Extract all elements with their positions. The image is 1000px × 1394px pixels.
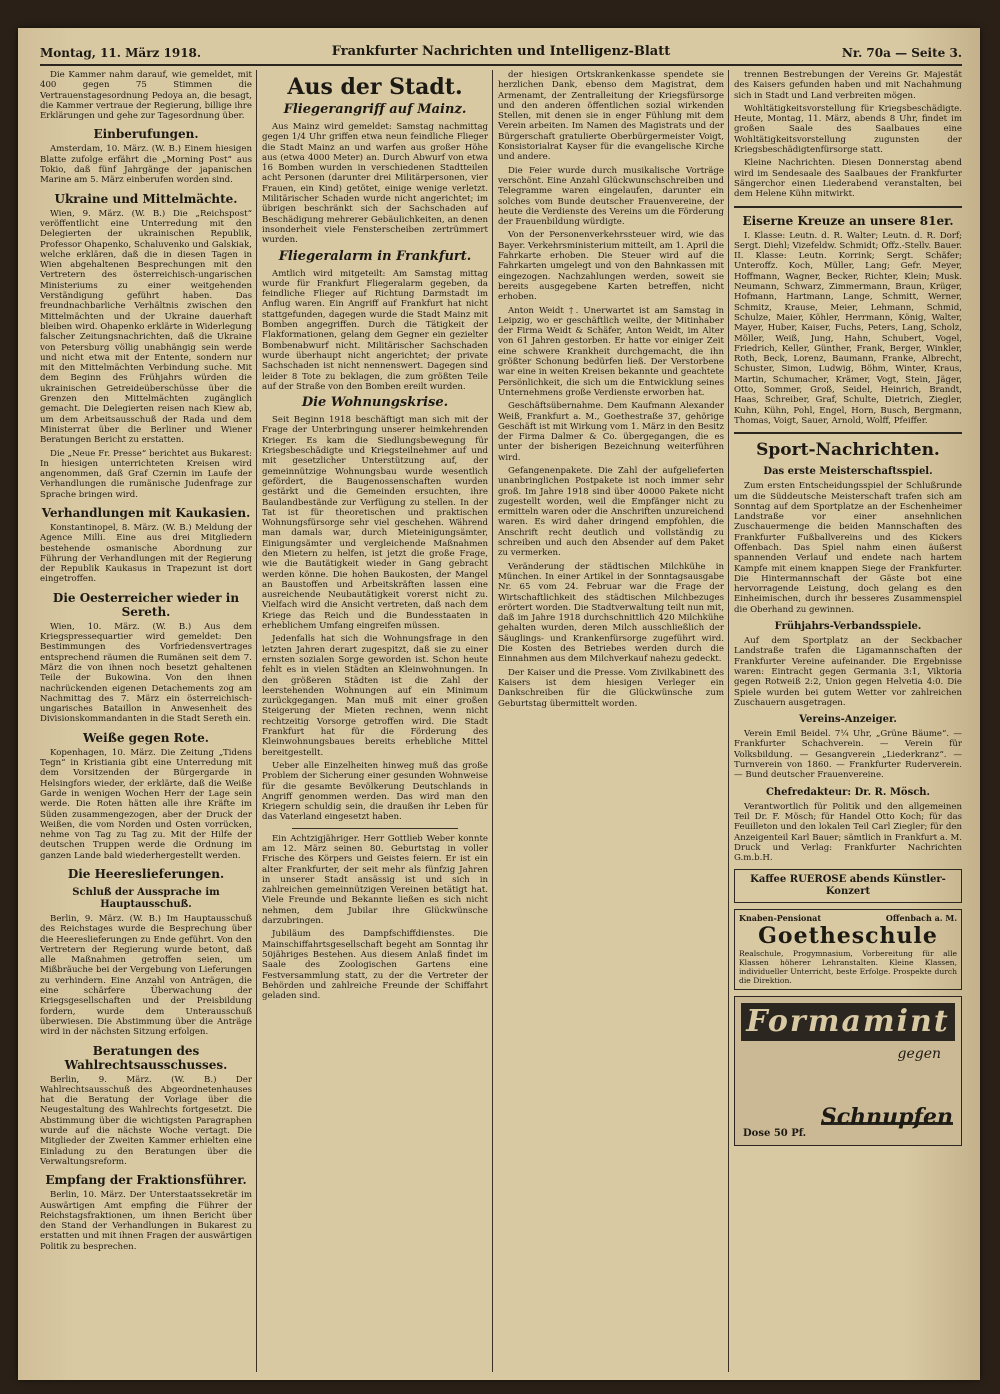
ad-gegen: gegen [897, 1046, 941, 1063]
column-rule [728, 70, 729, 1372]
article-text: Kopenhagen, 10. März. Die Zeitung „Tidens Tegn“ in Kristiania gibt eine Unterredung mit dem Vorsitzenden der Bürgergarde in Helsingfors wieder, der erklärte, daß die Weiße Garde in wenigen Wochen Herr der Lage sein werde. Die Roten hätten alle ihre Kräfte im Süden zusammengezogen, aber der Druck der Weißen, die vom Norden und Osten vorrücken, nehme von Tag zu Tag zu. Mit der Hilfe der deutschen Truppen werde die Ordnung im ganzen Lande bald wiederhergestellt werden. [40, 747, 252, 861]
article-text: Wien, 9. März. (W. B.) Die „Reichspost“ veröffentlicht eine Unterredung mit den Delegierten der ukrainischen Republik, Professor Ohapenko, Schaluvenko und Galskiak, welche erklären, daß die in diesen Tagen in Wien abgehaltenen Besprechungen mit den Vertretern des österreichisch-ungarischen Ministeriums zu einer weitgehenden Verständigung geführt haben. Das freundnachbarliche Verhältnis zwischen den Mittelmächten und der Ukraine dauerhaft bleiben wird. Ohapenko erklärte in Widerlegung falscher Zeitungsnachrichten, daß die Ukraine von Petersburg völlig unabhängig sein werde und nicht etwa mit der Entente, sondern nur mit den Mittelmächten Verbindung suche. Mit dem Beginn des Frühjahrs würden die ukrainischen Getreideüberschüsse über die Grenzen den Mittelmächten zugänglich gemacht. Die Delegierten reisen nach Kiew ab, um dem Arbeitsausschuß der Rada und dem Ministerrat über die Berliner und Wiener Beratungen Bericht zu erstatten. [40, 208, 252, 446]
ad-school-name: Goetheschule [758, 923, 938, 950]
article-text: Jubiläum des Dampfschiffdienstes. Die Mainschiffahrtsgesellschaft begeht am Sonntag ihr 50jähriges Bestehen. Aus diesem Anlaß findet im Saale des Zoologischen Gartens eine Festversammlung statt, zu der die Vertreter der Behörden und zahlreiche Freunde der Schiffahrt geladen sind. [262, 929, 488, 1002]
section-title: Aus der Stadt. [287, 74, 463, 100]
article-text: Seit Beginn 1918 beschäftigt man sich mit der Frage der Unterbringung unserer heimkehrenden Krieger. Es kam die Siedlungsbewegung für Kriegsbeschädigte und Kriegsteilnehmer auf und mit gesetzlicher Unterstützung auf, der gemeinnützige Wohnungsbau wurde wesentlich gefördert, die Baugenossenschaften wurden gestärkt und die Gemeinden ersuchten, ihre Baulandbestände zur Verfügung zu stellen. In der Tat ist für theoretischen und praktischen Wohnungsfürsorge sehr viel geschehen. Während man damals war, durch Mieteinigungsämter, Einigungsämter und vergleichende Maßnahmen den Mietern zu helfen, ist jetzt die große Frage, wie die Bautätigkeit wieder in Gang gebracht werden könne. Die hohen Baukosten, der Mangel an Baustoffen und Arbeitskräften lassen eine ausreichende Neubautätigkeit vorerst nicht zu. Vielfach wird die Ansicht vertreten, daß nach dem Kriege das Reich und die Bundesstaaten in erheblichem Umfang eingreifen müssen. [262, 415, 488, 632]
article-text: Auf dem Sportplatz an der Seckbacher Landstraße trafen die Ligamannschaften der Frankfurter Vereine aufeinander. Die Ergebnisse waren: Eintracht gegen Germania 3:1, Viktoria gegen Rotweiß 2:2, Union gegen Helvetia 4:0. Die Spiele wurden bei gutem Wetter vor zahlreichen Zuschauern ausgetragen. [734, 636, 962, 708]
separator [292, 828, 458, 829]
ad-brand: Formamint [741, 1003, 955, 1041]
article-text: Veränderung der städtischen Milchkühe in München. In einer Artikel in der Sonntagsausgabe Nr. 65 vom 24. Februar war die Frage der Wirtschaftlichkeit des städtischen Milchbezuges erörtert worden. Die Stadtverwaltung teilt nun mit, daß im Jahre 1918 durchschnittlich 420 Milchkühe gehalten wurden, deren Milch ausschließlich der Säuglings- und Krankenfürsorge zugeführt wird. Die Kosten des Betriebes werden durch die Einnahmen aus dem Milchverkauf nahezu gedeckt. [498, 561, 724, 665]
article-text: Ueber alle Einzelheiten hinweg muß das große Problem der Sicherung einer gesunden Wohnweise für die gesamte Bevölkerung Deutschlands in Angriff genommen werden. Das wird man den Kriegern schuldig sein, die draußen ihr Leben für das Vaterland eingesetzt haben. [262, 760, 488, 823]
separator [734, 432, 962, 434]
article-text: Berlin, 10. März. Der Unterstaatssekretär im Auswärtigen Amt empfing die Führer der Reichstagsfraktionen, um ihnen Bericht über den Stand der Verhandlungen in Bukarest zu erstatten und mit ihnen Fragen der auswärtigen Politik zu besprechen. [40, 1190, 252, 1252]
ad-header [739, 914, 957, 923]
article-text: Amsterdam, 10. März. (W. B.) Einem hiesigen Blatte zufolge erfährt die „Morning Post“ aus Tokio, daß fünf Jahrgänge der japanischen Marine am 5. März einberufen worden sind. [40, 144, 252, 186]
ad-price: Dose 50 Pf. [743, 1128, 807, 1140]
article-text: I. Klasse: Leutn. d. R. Walter; Leutn. d. R. Dorf; Sergt. Diehl; Vizefeldw. Schmidt; Offz.-Stellv. Bauer. II. Klasse: Leutn. Korrink; Sergt. Schäfer; Unteroffz. Koch, Müller, Lang; Gefr. Meyer, Hoffmann, Wagner, Becker, Richter, Klein; Musk. Neumann, Schwarz, Zimmermann, Braun, Krüger, Hofmann, Hartmann, Lange, Schmitt, Werner, Schmitz, Krause, Meier, Lehmann, Schmid, Schulze, Maier, Köhler, Herrmann, König, Walter, Mayer, Huber, Kaiser, Fuchs, Peters, Lang, Scholz, Möller, Weiß, Jung, Hahn, Schubert, Vogel, Friedrich, Keller, Günther, Frank, Berger, Winkler, Roth, Beck, Lorenz, Baumann, Franke, Albrecht, Schuster, Simon, Ludwig, Böhm, Winter, Kraus, Martin, Schumacher, Krämer, Vogt, Stein, Jäger, Otto, Sommer, Groß, Seidel, Heinrich, Brandt, Haas, Schreiber, Graf, Schulte, Dietrich, Ziegler, Kuhn, Kühn, Pohl, Engel, Horn, Busch, Bergmann, Thomas, Voigt, Sauer, Arnold, Wolff, Pfeiffer. [734, 230, 962, 426]
article-text: Wohltätigkeitsvorstellung für Kriegsbeschädigte. Heute, Montag, 11. März, abends 8 Uhr, findet im großen Saale des Saalbaues eine Wohltätigkeitsvorstellung zugunsten der Kriegsbeschädigtenfürsorge statt. [734, 103, 962, 156]
article-intro: Die Kammer nahm darauf, wie gemeldet, mit 400 gegen 75 Stimmen die Vertrauenstagesordnung Pedoya an, die besagt, die Kammer vertraue der Regierung, billige ihre Erklärungen und gehe zur Tagesordnung über. [40, 70, 252, 122]
ad-right-label: Offenbach a. M. [885, 913, 957, 924]
masthead-paper-title: Frankfurter Nachrichten und Intelligenz-Blatt [331, 44, 671, 59]
article-text: Berlin, 9. März. (W. B.) Der Wahlrechtsausschuß des Abgeordnetenhauses hat die Beratung der Vorlage über die Neugestaltung des Wahlrechts fortgesetzt. Die Abstimmung über die wichtigsten Paragraphen wurde auf die nächste Woche vertagt. Die Mitglieder der Zweiten Kammer erhielten eine Einladung zu den Beratungen über die Verwaltungsreform. [40, 1074, 252, 1167]
article-heading: Weiße gegen Rote. [83, 730, 209, 745]
article-text: Berlin, 9. März. (W. B.) Im Hauptausschuß des Reichstages wurde die Besprechung über die Heereslieferungen zu Ende geführt. Von den Vertretern der Regierung wurde betont, daß alle Maßnahmen getroffen seien, um Mißbräuche bei der Vergebung von Lieferungen zu verhindern. Eine Anzahl von Anträgen, die eine schärfere Überwachung der Kriegsgesellschaften und der Preisbildung fordern, wurde dem Unterausschuß überwiesen. Die Abstimmung über die Anträge wird in der nächsten Sitzung erfolgen. [40, 914, 252, 1038]
article-text: Zum ersten Entscheidungsspiel der Schlußrunde um die Süddeutsche Meisterschaft trafen sich am Sonntag auf dem Sportplatze an der Eschenheimer Landstraße vor einer ansehnlichen Zuschauermenge die beiden Mannschaften des Frankfurter Fußballvereins und des Kickers Offenbach. Das Spiel nahm einen äußerst spannenden Verlauf und endete nach hartem Kampfe mit einem knappen Siege der Frankfurter. Die Hintermannschaft der Gäste bot eine hervorragende Leistung, doch gelang es den Einheimischen, durch ihr besseres Zusammenspiel die Oberhand zu gewinnen. [734, 481, 962, 615]
advertisement-goetheschule [734, 909, 962, 990]
article-text: Ein Achtzigjähriger. Herr Gottlieb Weber konnte am 12. März seinen 80. Geburtstag in voller Frische des Körpers und Geistes feiern. Er ist ein alter Frankfurter, der seit mehr als fünfzig Jahren in unserer Stadt ansässig ist und sich in zahlreichen gemeinnützigen Vereinen betätigt hat. Viele Freunde und Bekannte ließen es sich nicht nehmen, dem Jubilar ihre Glückwünsche darzubringen. [262, 833, 488, 927]
separator [734, 206, 962, 208]
article-text: Gefangenenpakete. Die Zahl der aufgelieferten unanbringlichen Postpakete ist noch immer sehr groß. Im Jahre 1918 sind über 40000 Pakete nicht zugestellt worden, weil die Empfänger nicht zu ermitteln waren oder die Anschriften unzureichend waren. Es wird daher dringend empfohlen, die Anschrift recht deutlich und vollständig zu schreiben und auch den Absender auf dem Paket zu vermerken. [498, 465, 724, 559]
columns [40, 70, 962, 1372]
column-2 [262, 70, 488, 1372]
article-text: Konstantinopel, 8. März. (W. B.) Meldung der Agence Milli. Eine aus drei Mitgliedern bestehende osmanische Abordnung zur Führung der Verhandlungen mit der Regierung der Republik Kaukasus in Trapezunt ist dort eingetroffen. [40, 522, 252, 585]
advertisement-cafe: Kaffee RUEROSE abends Künstler-Konzert [734, 869, 962, 903]
column-rule [256, 70, 257, 1372]
article-text: Jedenfalls hat sich die Wohnungsfrage in den letzten Jahren derart zugespitzt, daß sie zu einer ernsten sozialen Sorge geworden ist. Schon heute fehlt es in vielen Städten an Kleinwohnungen. In den größeren Städten ist die Zahl der leerstehenden Wohnungen auf ein Minimum zurückgegangen. Man muß mit einer großen Steigerung der Mieten rechnen, wenn nicht rechtzeitig Vorsorge getroffen wird. Die Stadt Frankfurt hat für die Förderung des Kleinwohnungsbaues bereits erhebliche Mittel bereitgestellt. [262, 634, 488, 758]
advertisement-formamint [734, 996, 962, 1146]
article-text: Kleine Nachrichten. Diesen Donnerstag abend wird im Sendesaale des Saalbaues der Frankfurter Sängerchor einen Liederabend veranstalten, bei dem Helene Kühn mitwirkt. [734, 158, 962, 200]
article-text: trennen Bestrebungen der Vereins Gr. Majestät des Kaisers gefunden haben und mit Nachahmung sich in Stadt und Land verbreiten mögen. [734, 70, 962, 101]
column-rule [492, 70, 493, 1372]
article-text: Verein Emil Beidel. 7¼ Uhr, „Grüne Bäume“. — Frankfurter Schachverein. — Verein für Volksbildung. — Gesangverein „Liederkranz“. — Turnverein von 1860. — Frankfurter Ruderverein. — Bund deutscher Frauenvereine. [734, 729, 962, 781]
column-4 [734, 70, 962, 1372]
article-text: Von der Personenverkehrssteuer wird, wie das Bayer. Verkehrsministerium mitteilt, am 1. April die Fahrkarte erhoben. Die Steuer wird auf die Fahrkarten umgelegt und von den Bahnkassen mit eingezogen. Nachzahlungen werden, soweit sie bereits ausgegebene Karten betreffen, nicht erhoben. [498, 230, 724, 303]
section-title: Sport-Nachrichten. [756, 440, 940, 461]
masthead-page-number: Nr. 70a — Seite 3. [841, 46, 962, 60]
article-heading: Empfang der Fraktionsführer. [45, 1173, 247, 1188]
article-heading: Ukraine und Mittelmächte. [54, 191, 238, 206]
article-subheading: Das erste Meisterschaftsspiel. [763, 466, 933, 478]
newspaper-page [18, 28, 980, 1380]
masthead [40, 42, 962, 66]
masthead-date: Montag, 11. März 1918. [40, 46, 202, 60]
article-text: Die Feier wurde durch musikalische Vorträge verschönt. Eine Anzahl Glückwunschschreiben und Telegramme waren eingelaufen, darunter ein solches vom Bunde deutscher Frauenvereine, der heute die Verdienste des Vereins um die Förderung der Frauenbildung würdigte. [498, 165, 724, 228]
article-heading: Eiserne Kreuze an unsere 81er. [742, 213, 954, 228]
article-subheading: Schluß der Aussprache im Hauptausschuß. [72, 887, 220, 910]
article-text: Anton Weidt †. Unerwartet ist am Samstag in Leipzig, wo er geschäftlich weilte, der Mitinhaber der Firma Weidt & Schäfer, Anton Weidt, im Alter von 61 Jahren gestorben. Er hatte vor einiger Zeit eine schwere Krankheit durchgemacht, die ihn größter Schonung bedürfen ließ. Der Verstorbene war eine in weiten Kreisen bekannte und geachtete Persönlichkeit, die sich um die Entwicklung seines Unternehmens große Verdienste erworben hat. [498, 305, 724, 398]
article-text: Die „Neue Fr. Presse“ berichtet aus Bukarest: In hiesigen unterrichteten Kreisen wird angenommen, daß Graf Czernin im Laufe der Verhandlungen die rumänische Judenfrage zur Sprache bringen wird. [40, 448, 252, 500]
column-1 [40, 70, 252, 1372]
article-text: der hiesigen Ortskrankenkasse spendete sie herzlichen Dank, ebenso dem Magistrat, dem Armenamt, der Zentralleitung der Kriegsfürsorge und den anderen öffentlichen sozial wirkenden Stellen, mit denen sie in enger Fühlung mit dem Verein arbeiten. Im Namen des Magistrats und der Bürgerschaft gratulierte Oberbürgermeister Voigt, Konsistorialrat Kayser für die evangelische Kirche und andere. [498, 70, 724, 163]
article-heading: Fliegeralarm in Frankfurt. [278, 248, 472, 264]
imprint-text: Verantwortlich für Politik und den allgemeinen Teil Dr. F. Mösch; für Handel Otto Koch; für das Feuilleton und den lokalen Teil Carl Ziegler; für den Anzeigenteil Karl Bauer; sämtlich in Frankfurt a. M. Druck und Verlag: Frankfurter Nachrichten G.m.b.H. [734, 801, 962, 864]
ad-schnupfen: Schnupfen [820, 1104, 953, 1131]
article-heading: Die Heereslieferungen. [67, 867, 225, 881]
column-3 [498, 70, 724, 1372]
ad-left-label: Knaben-Pensionat [739, 913, 822, 924]
article-text: Der Kaiser und die Presse. Vom Zivilkabinett des Kaisers ist dem hiesigen Verleger ein Dankschreiben für die Glückwünsche zum Geburtstag übermittelt worden. [498, 667, 724, 709]
article-text: Amtlich wird mitgeteilt: Am Samstag mittag wurde für Frankfurt Fliegeralarm gegeben, da feindliche Flieger auf Richtung Darmstadt im Anflug waren. Ein Angriff auf Frankfurt hat nicht stattgefunden, dagegen wurde die Stadt Mainz mit Bomben angegriffen. Durch die Tätigkeit der Flakformationen, gelang dem Gegner ein gezielter Bombenabwurf nicht. Militärischer Sachschaden wurde überhaupt nicht angerichtet; der private Sachschaden ist nicht nennenswert. Dagegen sind leider 8 Tote zu beklagen, die zum größten Teile auf der Straße von den Bomben ereilt wurden. [262, 268, 488, 392]
ad-text: Realschule, Progymnasium, Vorbereitung für alle Klassen höherer Lehranstalten. Kleine Klassen, individueller Unterricht, beste Erfolge. Prospekte durch die Direktion. [739, 949, 957, 986]
article-heading: Fliegerangriff auf Mainz. [283, 102, 467, 117]
article-heading: Die Oesterreicher wieder in Sereth. [52, 590, 240, 619]
article-heading: Verhandlungen mit Kaukasien. [41, 505, 251, 520]
article-subheading: Chefredakteur: Dr. R. Mösch. [765, 786, 931, 798]
article-heading: Einberufungen. [93, 127, 199, 142]
article-text: Aus Mainz wird gemeldet: Samstag nachmittag gegen 1/4 Uhr griffen etwa neun feindliche Flieger die Stadt Mainz an und warfen aus großer Höhe aus (etwa 4000 Meter) an. Durch Abwurf von etwa 16 Bomben wurden in verschiedenen Stadtteilen acht Personen (darunter drei Militärpersonen, vier Frauen, ein Kind) getötet, einige wenige verletzt. Militärischer Schaden wurde nicht angerichtet; im übrigen beschränkt sich der Sachschaden auf Beschädigung mehrerer Gebäulichkeiten, an denen insonderheit viele Fensterscheiben zertrümmert wurden. [262, 122, 488, 246]
article-subheading: Frühjahrs-Verbandsspiele. [774, 621, 922, 633]
article-subheading: Vereins-Anzeiger. [799, 714, 897, 726]
article-text: Wien, 10. März. (W. B.) Aus dem Kriegspressequartier wird gemeldet: Den Bestimmungen des Vorfriedensvertrages entsprechend räumen die Rumänen seit dem 7. März die von ihnen noch besetzt gehaltenen Teile der Bukowina. Von den ihnen nachrückenden eigenen Detachements zog am Nachmittag des 7. März ein österreichisch-ungarisches Bataillon in Anwesenheit des Divisionskommandanten in die Stadt Sereth ein. [40, 621, 252, 725]
article-text: Geschäftsübernahme. Dem Kaufmann Alexander Weiß, Frankfurt a. M., Goethestraße 37, gehörige Geschäft ist mit Wirkung vom 1. März in den Besitz der Firma Dalmer & Co. übergegangen, die es unter der bisherigen Bezeichnung weiterführen wird. [498, 401, 724, 463]
article-heading: Die Wohnungskrise. [301, 395, 449, 411]
article-heading: Beratungen des Wahlrechtsausschusses. [64, 1043, 228, 1072]
